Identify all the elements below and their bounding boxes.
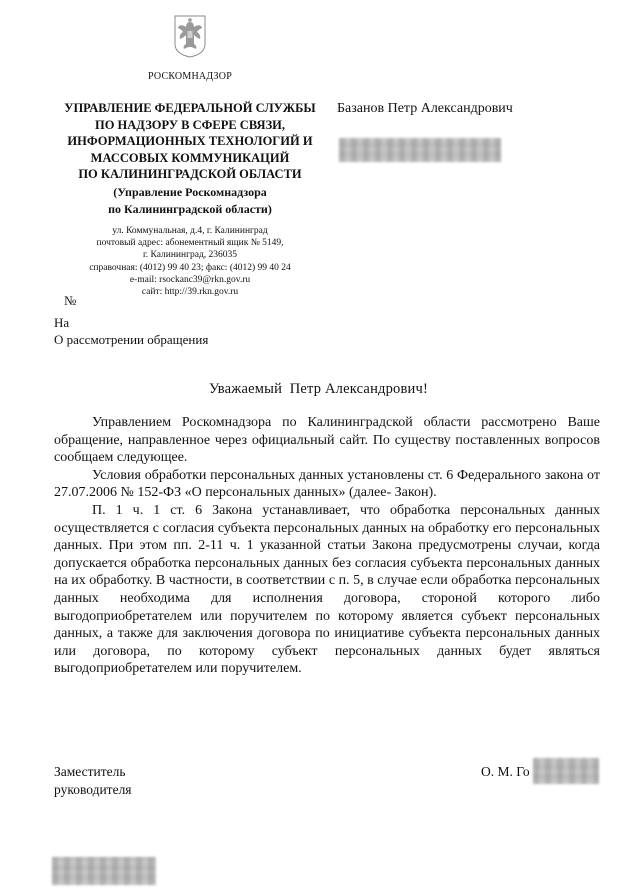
body-paragraph: Управлением Роскомнадзора по Калининградской области рассмотрено Ваше обращение, направленное через официальный сайт. По существу поставленных вопросов сообщаем следующее. [54,415,600,466]
street-address: ул. Коммунальная, д.4, г. Калининград [112,226,268,236]
coat-of-arms-emblem-icon [173,14,207,58]
signatory-role-line: руководителя [54,782,132,797]
contact-details [54,225,326,298]
signatory-role-line: Заместитель [54,764,126,779]
redacted-signatory-surname [533,758,599,784]
body-paragraph: П. 1 ч. 1 ст. 6 Закона устанавливает, что обработка персональных данных осуществляется с согласия субъекта персональных данных на обработку его персональных данных. При этом пп. 2-11 ч. 1 указанной статьи Закона предусмотрены случаи, когда допускается обработка персональных данных без согласия субъекта персональных данных на их обработку. В частности, в соответствии с п. 5, в случае если обработка персональных данных необходима для исполнения договора, стороной которого либо выгодоприобретателем или поручителем по которому является субъект персональных данных, а также для заключения договора по инициативе субъекта персональных данных или договора, по которому субъект персональных данных будет являться выгодоприобретателем или поручителем. [54,502,600,677]
city-postcode: г. Калининград, 236035 [142,250,238,261]
website: сайт: http://39.rkn.gov.ru [141,287,239,298]
department-short-line: (Управление Роскомнадзора [113,185,267,199]
salutation: Уважаемый Петр Александрович! [208,381,429,397]
department-line: ПО НАДЗОРУ В СФЕРЕ СВЯЗИ, [94,117,286,132]
body-paragraph: Условия обработки персональных данных установлены ст. 6 Федерального закона от 27.07.2006 № 152-ФЗ «О персональных данных» (далее- Закон). [54,467,600,501]
reference-label: На [54,315,70,330]
department-line: ИНФОРМАЦИОННЫХ ТЕХНОЛОГИЙ И [67,134,313,148]
agency-short-name: РОСКОМНАДЗОР [148,71,232,82]
department-short-name [54,184,326,217]
letter-body [54,414,600,678]
letter-subject: О рассмотрении обращения [54,332,209,347]
redacted-footer-executor [52,857,156,885]
signatory-role [54,763,132,799]
department-line: УПРАВЛЕНИЕ ФЕДЕРАЛЬНОЙ СЛУЖБЫ [64,101,316,115]
department-name [54,100,326,183]
postal-address: почтовый адрес: абонементный ящик № 5149, [96,238,284,249]
department-short-line: по Калининградской области) [108,201,272,216]
addressee-name: Базанов Петр Александрович [337,101,513,116]
department-line: ПО КАЛИНИНГРАДСКОЙ ОБЛАСТИ [78,167,302,181]
redacted-addressee-address [339,138,501,162]
signatory-name: О. М. Го [481,764,530,779]
email: e-mail: rsockanc39@rkn.gov.ru [129,274,251,285]
phone-fax: справочная: (4012) 99 40 23; факс: (4012) 99 40 24 [89,262,291,273]
registration-number-label: № [64,293,77,308]
department-line: МАССОВЫХ КОММУНИКАЦИЙ [90,150,290,165]
